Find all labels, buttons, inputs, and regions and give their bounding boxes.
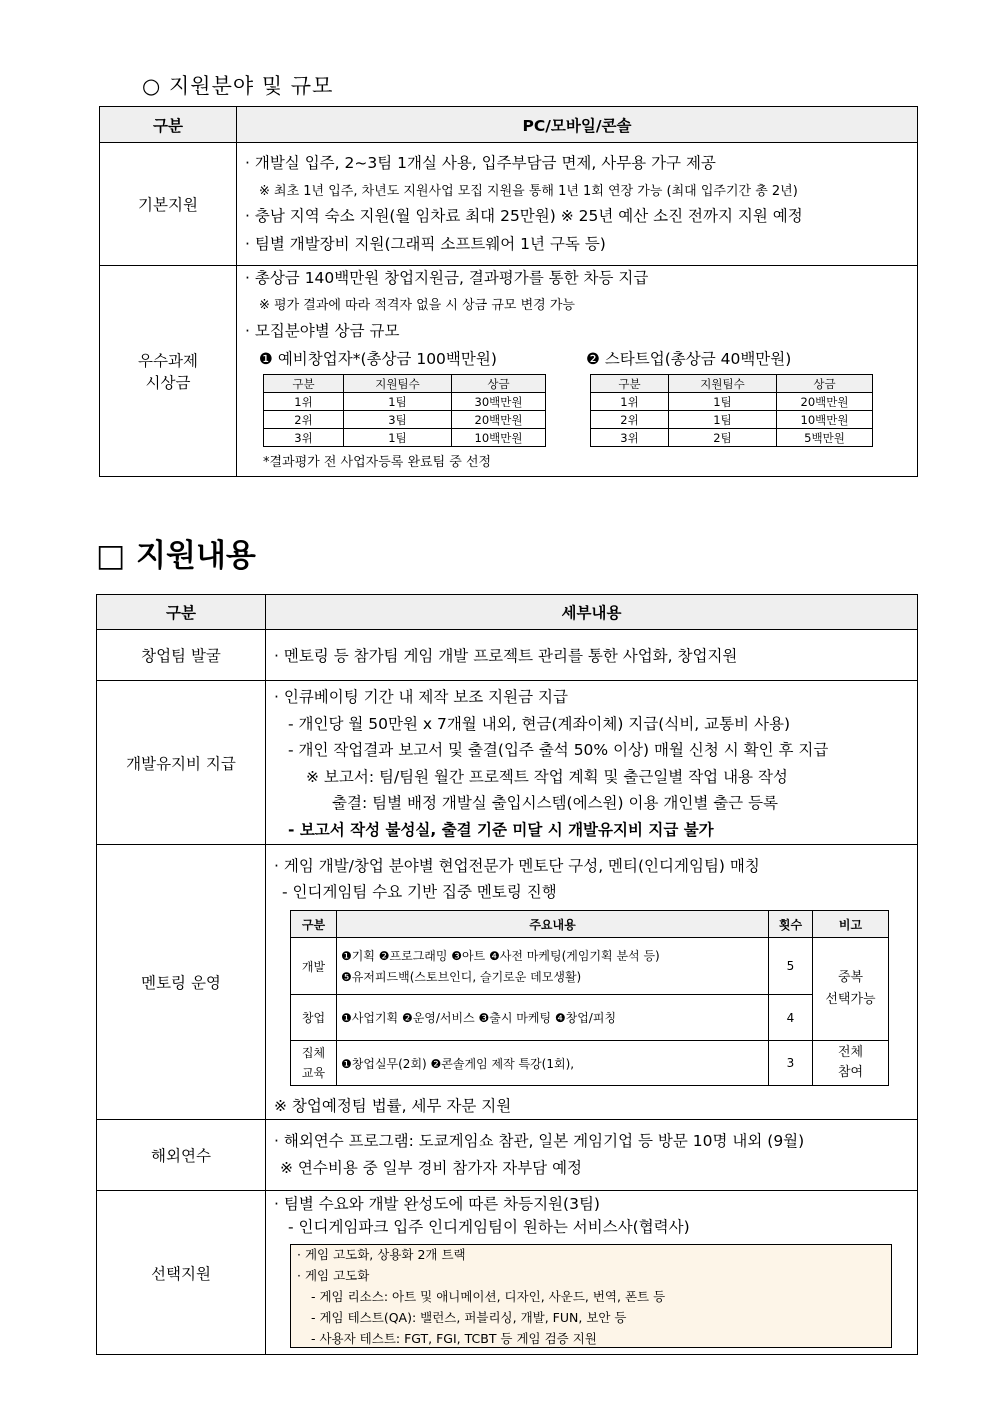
support-scale-table [99, 106, 918, 477]
dev-allowance-label: 개발유지비 지급 [97, 681, 266, 845]
prize-content [237, 266, 918, 477]
basic-support-label: 기본지원 [100, 143, 237, 266]
section2-title: □ 지원내용 [96, 538, 256, 574]
mentoring-content: · 게임 개발/창업 분야별 현업전문가 멘토단 구성, 멘티(인디게임팀) 매칭 - 인디게임팀 수요 기반 집중 멘토링 진행 구분 주요내용 횟수 비고 개발 ❶기획 ❷프로그래밍 ❸아트 ❹사전 마케팅(게임기획 분석 등) ❺유저피드백(스토브인디, 슬기로운 데모생활) 5 중복 선택가능 창업 ❶사업기획 ❷운영/서비스 ❸출시 마케팅 ❹창업/피칭 4 집체 교육 ❶창업실무(2회) ❷콘솔게임 제작 특강(1회), 3 전체 참여 ※ 창업예정팀 법률, 세무 자문 지원 [266, 845, 918, 1120]
select-support-content: · 팀별 수요와 개발 완성도에 따른 차등지원(3팀) - 인디게임파크 입주 인디게임팀이 원하는 서비스사(협력사) · 게임 고도화, 상용화 2개 트랙 · 게임 고도화 - 게임 리소스: 아트 및 애니메이션, 디자인, 사운드, 번역, 폰트 등 - 게임 테스트(QA): 밸런스, 퍼블리싱, 개발, FUN, 보안 등 - 사용자 테스트: FGT, FGI, TCBT 등 게임 검증 지원 [266, 1191, 918, 1355]
note-duplicate: 중복 선택가능 [813, 938, 889, 1041]
startup-title: ❷ 스타트업(총상금 40백만원) [586, 350, 792, 368]
mentoring-table: 구분 주요내용 횟수 비고 개발 ❶기획 ❷프로그래밍 ❸아트 ❹사전 마케팅(게임기획 분석 등) ❺유저피드백(스토브인디, 슬기로운 데모생활) 5 중복 선택가능 창업 ❶사업기획 ❷운영/서비스 ❸출시 마케팅 ❹창업/피칭 4 집체 교육 ❶창업실무(2회) ❷콘솔게임 제작 특강(1회), 3 전체 참여 [290, 910, 889, 1086]
select-support-label: 선택지원 [97, 1191, 266, 1355]
note-all: 전체 참여 [813, 1041, 889, 1086]
startup-discovery-content: · 멘토링 등 참가팀 게임 개발 프로젝트 관리를 통한 사업화, 창업지원 [266, 630, 918, 681]
header-detail: 세부내용 [266, 595, 918, 630]
table-row: 2위 1팀 10백만원 [591, 411, 873, 429]
table-row: 3위 2팀 5백만원 [591, 429, 873, 447]
prize-line-2: ※ 평가 결과에 따라 적격자 없을 시 상금 규모 변경 가능 [259, 298, 575, 313]
section1-title: ○ 지원분야 및 규모 [142, 74, 334, 98]
table-row: 3위 1팀 10백만원 [264, 429, 546, 447]
header-platform: PC/모바일/콘솔 [237, 107, 918, 143]
basic-support-content [237, 143, 918, 266]
service-box: · 게임 고도화, 상용화 2개 트랙 · 게임 고도화 - 게임 리소스: 아트 및 애니메이션, 디자인, 사운드, 번역, 폰트 등 - 게임 테스트(QA): 밸런스, 퍼블리싱, 개발, FUN, 보안 등 - 사용자 테스트: FGT, FGI, TCBT 등 게임 검증 지원 [290, 1244, 892, 1348]
table-row: 집체 교육 ❶창업실무(2회) ❷콘솔게임 제작 특강(1회), 3 전체 참여 [291, 1041, 889, 1086]
basic-line-4: · 팀별 개발장비 지원(그래픽 소프트웨어 1년 구독 등) [245, 235, 606, 253]
header-category: 구분 [97, 595, 266, 630]
table-row: 창업 ❶사업기획 ❷운영/서비스 ❸출시 마케팅 ❹창업/피칭 4 [291, 995, 889, 1041]
basic-line-2: ※ 최초 1년 입주, 차년도 지원사업 모집 지원을 통해 1년 1회 연장 가능 (최대 입주기간 총 2년) [259, 184, 798, 199]
table-row: 1위 1팀 30백만원 [264, 393, 546, 411]
header-category: 구분 [100, 107, 237, 143]
overseas-label: 해외연수 [97, 1120, 266, 1191]
prize-line-3: · 모집분야별 상금 규모 [245, 322, 400, 340]
mentoring-label: 멘토링 운영 [97, 845, 266, 1120]
prize-label: 우수과제 시상금 [100, 266, 237, 477]
table-row: 1위 1팀 20백만원 [591, 393, 873, 411]
pre-startup-prize-table: 구분 지원팀수 상금 1위 1팀 30백만원 2위 3팀 20백만원 3위 1팀 10백만원 [263, 374, 546, 447]
support-content-table [96, 594, 918, 1355]
pre-startup-title: ❶ 예비창업자*(총상금 100백만원) [259, 350, 497, 368]
prize-line-1: · 총상금 140백만원 창업지원금, 결과평가를 통한 차등 지급 [245, 269, 649, 287]
basic-line-1: · 개발실 입주, 2~3팀 1개실 사용, 입주부담금 면제, 사무용 가구 제공 [245, 154, 716, 172]
overseas-content: · 해외연수 프로그램: 도쿄게임쇼 참관, 일본 게임기업 등 방문 10명 내외 (9월) ※ 연수비용 중 일부 경비 참가자 자부담 예정 [266, 1120, 918, 1191]
startup-prize-table: 구분 지원팀수 상금 1위 1팀 20백만원 2위 1팀 10백만원 3위 2팀 5백만원 [590, 374, 873, 447]
mentoring-footer: ※ 창업예정팀 법률, 세무 자문 지원 [274, 1097, 512, 1115]
table-row: 2위 3팀 20백만원 [264, 411, 546, 429]
table-row: 개발 ❶기획 ❷프로그래밍 ❸아트 ❹사전 마케팅(게임기획 분석 등) ❺유저피드백(스토브인디, 슬기로운 데모생활) 5 중복 선택가능 [291, 938, 889, 995]
startup-discovery-label: 창업팀 발굴 [97, 630, 266, 681]
prize-footnote: *결과평가 전 사업자등록 완료팀 중 선정 [263, 455, 492, 470]
basic-line-3: · 충남 지역 숙소 지원(월 임차료 최대 25만원) ※ 25년 예산 소진 전까지 지원 예정 [245, 207, 803, 225]
dev-allowance-content: · 인큐베이팅 기간 내 제작 보조 지원금 지급 - 개인당 월 50만원 x 7개월 내외, 현금(계좌이체) 지급(식비, 교통비 사용) - 개인 작업결과 보고서 및 출결(입주 출석 50% 이상) 매월 신청 시 확인 후 지급 ※ 보고서: 팀/팀원 월간 프로젝트 작업 계획 및 출근일별 작업 내용 작성 출결: 팀별 배정 개발실 출입시스템(에스원) 이용 개인별 출근 등록 - 보고서 작성 불성실, 출결 기준 미달 시 개발유지비 지급 불가 [266, 681, 918, 845]
